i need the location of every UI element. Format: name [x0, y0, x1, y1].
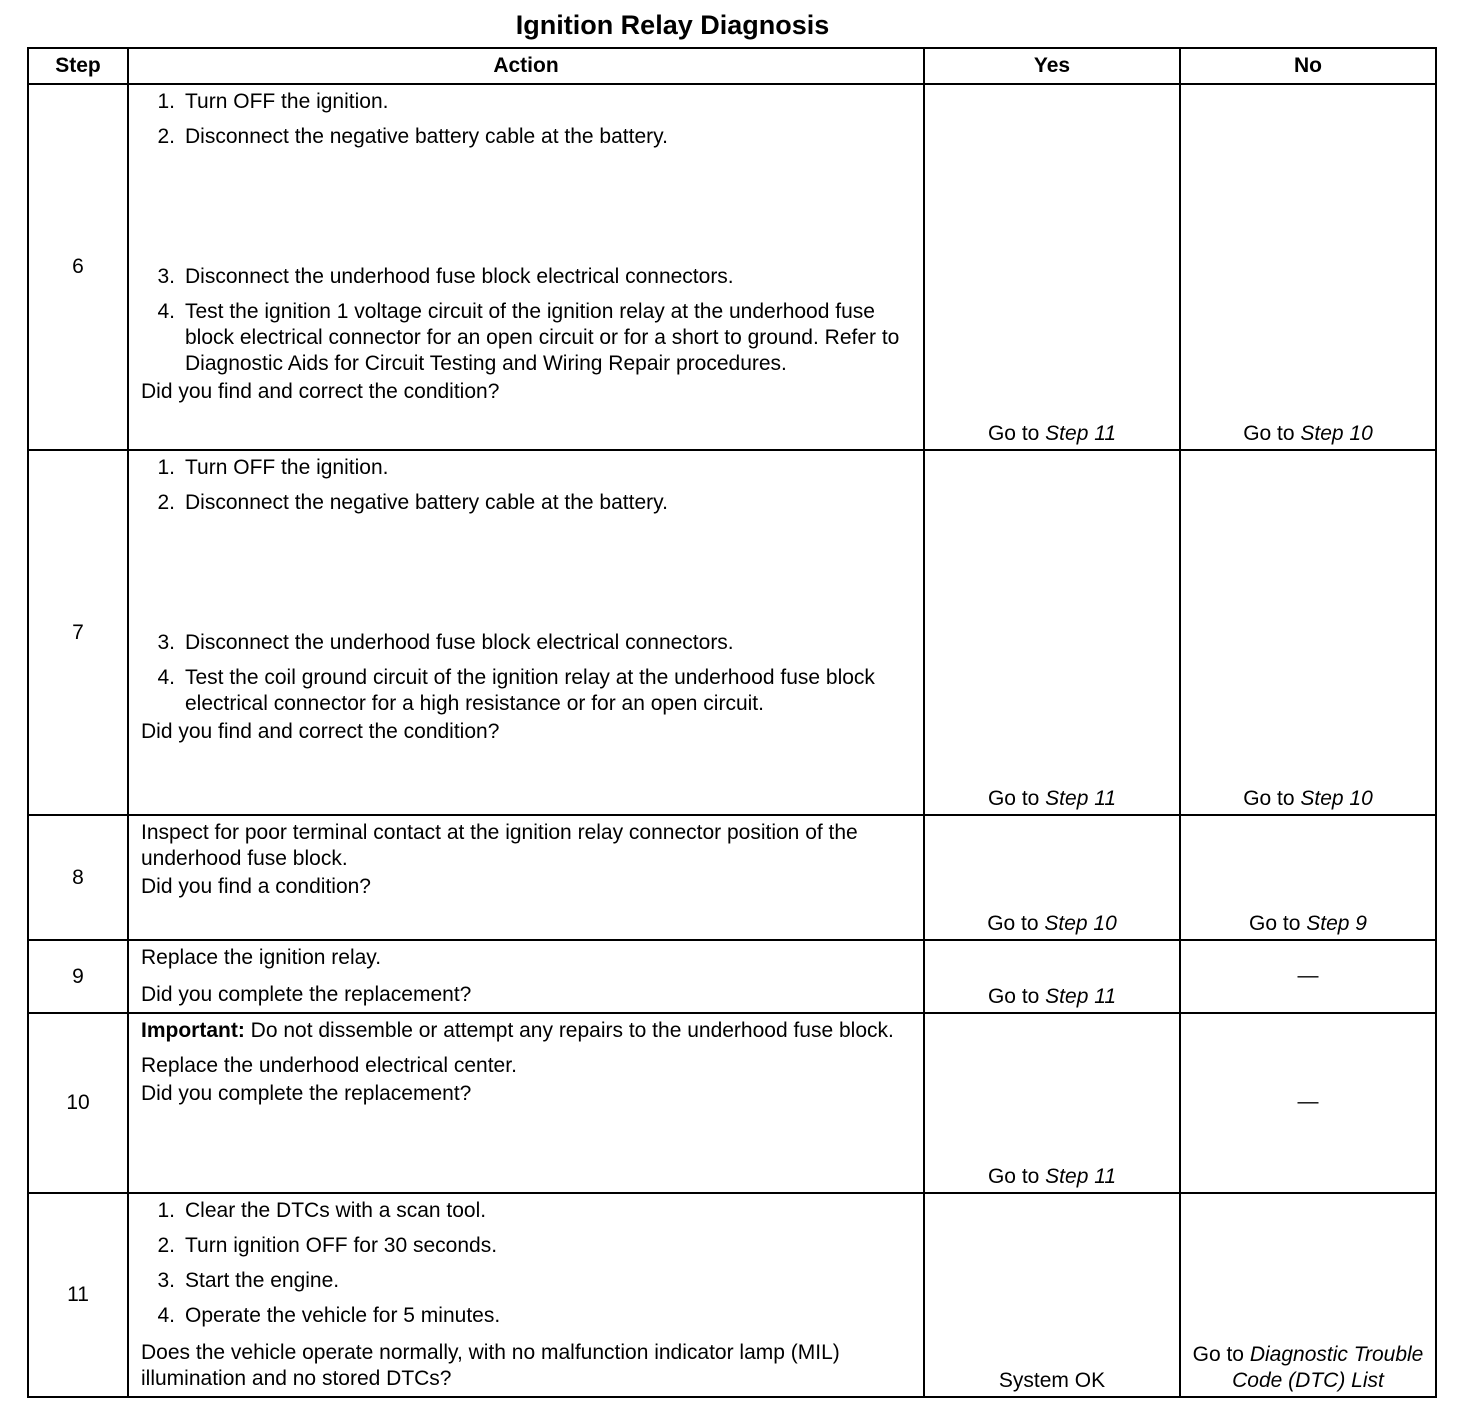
- no-cell: [1180, 84, 1436, 450]
- item-number: 2.: [157, 125, 175, 148]
- item-text: Clear the DTCs with a scan tool.: [185, 1199, 487, 1222]
- item-text: Operate the vehicle for 5 minutes.: [185, 1304, 501, 1327]
- no-cell: [1180, 1193, 1436, 1397]
- action-cell: [128, 815, 924, 940]
- item-number: 3.: [157, 1269, 175, 1292]
- action-text: Replace the underhood electrical center.: [141, 1054, 517, 1077]
- item-text: Disconnect the negative battery cable at the battery.: [185, 125, 668, 148]
- item-number: 1.: [157, 456, 175, 479]
- step-list: [141, 1198, 915, 1338]
- action-cell: [128, 450, 924, 815]
- question-text: Did you find and correct the condition?: [141, 720, 500, 743]
- step-reference: Step 10: [1300, 787, 1373, 810]
- list-item: [141, 299, 915, 377]
- yes-cell: [924, 815, 1180, 940]
- step-number: 11: [28, 1193, 128, 1397]
- item-text: Disconnect the underhood fuse block electrical connectors.: [185, 265, 734, 288]
- no-header: No: [1180, 48, 1436, 84]
- step-number: 8: [28, 815, 128, 940]
- goto-prefix: Go to: [987, 1165, 1046, 1188]
- yes-cell: [924, 84, 1180, 450]
- step-number: 9: [28, 940, 128, 1013]
- table-row: [28, 450, 1436, 815]
- step-list: [141, 89, 915, 377]
- item-number: 4.: [157, 666, 175, 689]
- yes-cell: System OK: [924, 1193, 1180, 1397]
- list-item: [141, 455, 915, 481]
- item-text: Start the engine.: [185, 1269, 340, 1292]
- goto-prefix: Go to: [987, 912, 1045, 935]
- list-item: [141, 1303, 915, 1329]
- item-number: 1.: [157, 1199, 175, 1222]
- yes-header: Yes: [924, 48, 1180, 84]
- goto-prefix: Go to: [1249, 912, 1307, 935]
- step-header: Step: [28, 48, 128, 84]
- item-text: Turn OFF the ignition.: [185, 90, 389, 113]
- item-number: 2.: [157, 491, 175, 514]
- list-item: [141, 665, 915, 717]
- dash: —: [1297, 963, 1319, 987]
- yes-cell: [924, 940, 1180, 1013]
- action-header: Action: [128, 48, 924, 84]
- yes-cell: [924, 450, 1180, 815]
- no-cell: [1180, 1013, 1436, 1193]
- item-text: Test the ignition 1 voltage circuit of the ignition relay at the underhood fuse block electrical connector for an open circuit or for a short to ground. Refer to Diagnostic Aids for Circuit Testing and Wiring Repair procedures.: [185, 300, 900, 375]
- table-row: [28, 84, 1436, 450]
- important-text: Do not dissemble or attempt any repairs to the underhood fuse block.: [244, 1019, 894, 1042]
- action-text: Inspect for poor terminal contact at the ignition relay connector position of the underhood fuse block.: [141, 821, 858, 870]
- list-item: [141, 264, 915, 290]
- list-item: [141, 1233, 915, 1259]
- action-cell: [128, 940, 924, 1013]
- step-reference: Step 11: [1045, 1165, 1117, 1188]
- question-text: Did you find and correct the condition?: [141, 380, 500, 403]
- item-text: Disconnect the negative battery cable at the battery.: [185, 491, 668, 514]
- yes-cell: [924, 1013, 1180, 1193]
- step-reference: Step 10: [1300, 422, 1373, 445]
- list-item: [141, 630, 915, 656]
- no-cell: [1180, 940, 1436, 1013]
- important-note: [141, 1018, 915, 1044]
- goto-prefix: Go to: [987, 787, 1046, 810]
- goto-prefix: Go to: [987, 985, 1046, 1008]
- item-text: Test the coil ground circuit of the ignition relay at the underhood fuse block electrical connector for a high resistance or for an open circuit.: [185, 666, 875, 715]
- item-number: 1.: [157, 90, 175, 113]
- goto-prefix: Go to: [1243, 787, 1301, 810]
- table-row: [28, 815, 1436, 940]
- question-text: Does the vehicle operate normally, with no malfunction indicator lamp (MIL) illumination and no stored DTCs?: [141, 1341, 840, 1390]
- action-text: Replace the ignition relay.: [141, 946, 382, 969]
- step-reference: Diagnostic Trouble Code (DTC) List: [1232, 1343, 1424, 1392]
- action-cell: [128, 84, 924, 450]
- item-text: Disconnect the underhood fuse block electrical connectors.: [185, 631, 734, 654]
- step-reference: Step 9: [1306, 912, 1367, 935]
- action-cell: [128, 1013, 924, 1193]
- step-number: 10: [28, 1013, 128, 1193]
- step-list: [141, 455, 915, 717]
- goto-prefix: Go to: [1192, 1343, 1250, 1366]
- goto-prefix: Go to: [1243, 422, 1301, 445]
- item-text: Turn ignition OFF for 30 seconds.: [185, 1234, 498, 1257]
- item-number: 4.: [157, 300, 175, 323]
- question-text: Did you complete the replacement?: [141, 983, 472, 1006]
- step-reference: Step 11: [1045, 787, 1117, 810]
- step-number: 7: [28, 450, 128, 815]
- table-row: [28, 1193, 1436, 1397]
- item-number: 3.: [157, 265, 175, 288]
- question-text: Did you find a condition?: [141, 875, 371, 898]
- item-number: 2.: [157, 1234, 175, 1257]
- list-item: [141, 1268, 915, 1294]
- question-text: Did you complete the replacement?: [141, 1082, 472, 1105]
- no-cell: [1180, 815, 1436, 940]
- no-cell: [1180, 450, 1436, 815]
- item-text: Turn OFF the ignition.: [185, 456, 389, 479]
- item-number: 4.: [157, 1304, 175, 1327]
- table-row: [28, 1013, 1436, 1193]
- list-item: [141, 124, 915, 150]
- step-reference: Step 11: [1045, 985, 1117, 1008]
- item-number: 3.: [157, 631, 175, 654]
- important-label: Important:: [141, 1019, 245, 1042]
- goto-prefix: Go to: [987, 422, 1046, 445]
- list-item: [141, 490, 915, 516]
- step-number: 6: [28, 84, 128, 450]
- dash: —: [1297, 1090, 1319, 1113]
- step-reference: Step 10: [1044, 912, 1117, 935]
- table-row: [28, 940, 1436, 1013]
- diagnosis-table: [27, 47, 1437, 1398]
- list-item: [141, 89, 915, 115]
- list-item: [141, 1198, 915, 1224]
- header-row: [28, 48, 1436, 84]
- step-reference: Step 11: [1045, 422, 1117, 445]
- action-cell: [128, 1193, 924, 1397]
- page-title: Ignition Relay Diagnosis: [515, 10, 830, 40]
